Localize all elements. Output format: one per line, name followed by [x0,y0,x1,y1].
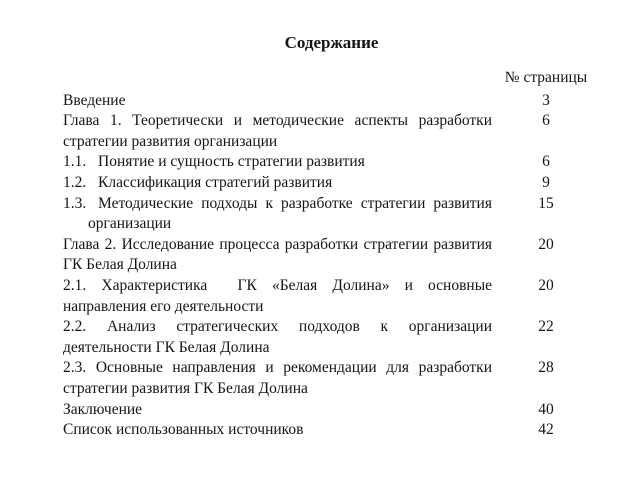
toc-row-page: 3 [542,91,550,109]
toc-row [63,276,600,317]
toc-line: Заключение [63,400,143,418]
toc-row-title [63,317,492,358]
toc-row-title [63,420,492,441]
toc-title: Содержание [284,33,379,52]
toc-line: 2.1. Характеристика ГК «Белая Долина» и основные [63,276,492,294]
toc-row-title [63,235,492,276]
toc-line: деятельности ГК Белая Долина [63,338,270,356]
toc-row-title [63,400,492,421]
toc-row [63,194,600,235]
toc-header-row [63,68,600,89]
toc-item-text: Понятие и сущность стратегии развития [98,153,365,171]
toc-row-title [63,194,492,235]
toc-line: направления его деятельности [63,297,264,315]
toc-row [63,111,600,152]
toc-row [63,358,600,399]
page-number-column-header: № страницы [504,69,588,86]
toc-line: 2.3. Основные направления и рекомендации для разработки [63,359,492,377]
toc-row-title [63,276,492,317]
toc-line: Глава 2. Исследование процесса разработки стратегии развития [63,235,492,253]
toc-row-page: 20 [538,235,554,253]
toc-row-page: 42 [538,421,554,439]
toc-row-page: 20 [538,276,554,294]
toc-line: организации [88,215,172,233]
toc-item-text: Классификация стратегий развития [98,173,333,191]
table-of-contents [63,33,600,441]
toc-row [63,400,600,421]
toc-row-page: 22 [538,318,554,336]
toc-row [63,91,600,112]
toc-item-number: 1.3. [63,194,87,212]
toc-line: ГК Белая Долина [63,256,177,274]
toc-row-page: 6 [542,153,550,171]
toc-row-title [63,358,492,399]
toc-row-title [63,111,492,152]
toc-item-text: Методические подходы к разработке стратегии развития [98,194,492,212]
toc-row [63,420,600,441]
toc-rows [63,91,600,441]
toc-line [63,152,492,173]
toc-line: стратегии развития организации [63,132,278,150]
toc-row-page: 28 [538,359,554,377]
toc-row-title [63,173,492,194]
toc-row [63,173,600,194]
toc-row-page: 6 [542,112,550,130]
toc-item-number: 1.1. [63,153,87,171]
toc-line: Введение [63,91,126,109]
toc-line: 2.2. Анализ стратегических подходов к организации [63,318,492,336]
toc-line [63,194,492,215]
toc-row-title [63,91,492,112]
toc-line [63,173,492,194]
toc-row [63,235,600,276]
toc-row-page: 9 [542,173,550,191]
toc-line: Глава 1. Теоретически и методические аспекты разработки [63,112,492,130]
toc-line: стратегии развития ГК Белая Долина [63,379,308,397]
toc-line: Список использованных источников [63,421,304,439]
toc-row [63,152,600,173]
toc-row-page: 40 [538,400,554,418]
toc-row-page: 15 [538,194,554,212]
toc-item-number: 1.2. [63,173,87,191]
toc-row [63,317,600,358]
toc-row-title [63,152,492,173]
